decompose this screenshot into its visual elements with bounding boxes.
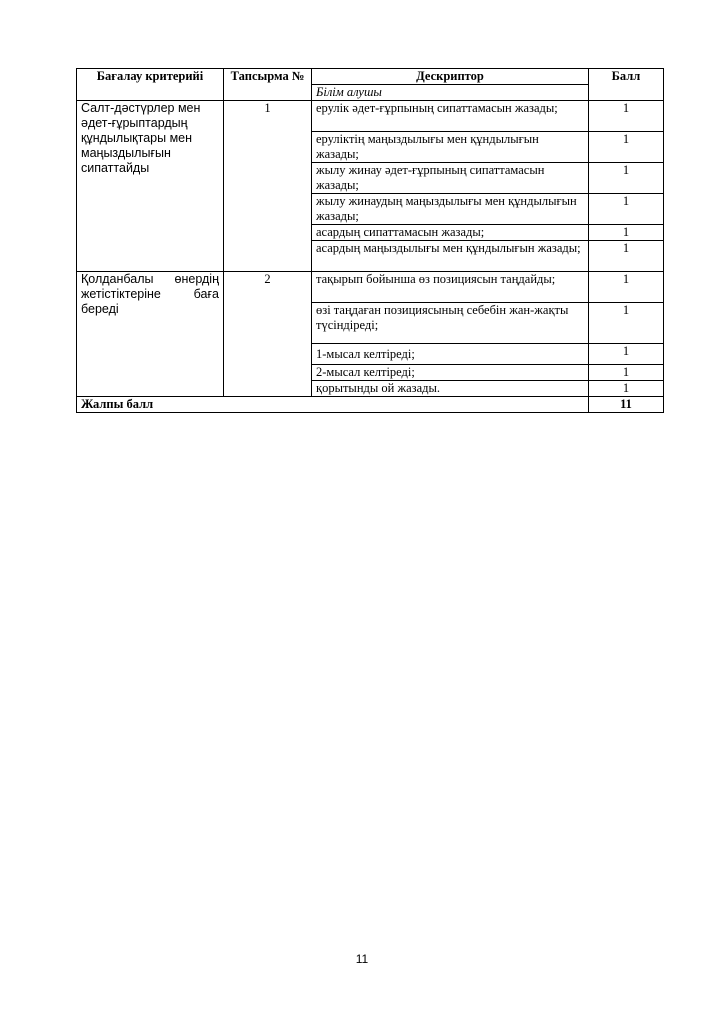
score-cell: 1 [589,381,664,397]
criterion-cell: Салт-дәстүрлер мен әдет-ғұрыптардың құндылықтары мен маңыздылығын сипаттайды [77,101,224,272]
descriptor-cell: 2-мысал келтіреді; [312,365,589,381]
total-label: Жалпы балл [77,397,589,413]
descriptor-cell: еруліктің маңыздылығы мен құндылығын жазады; [312,132,589,163]
descriptor-cell: жылу жинаудың маңыздылығы мен құндылығын жазады; [312,194,589,225]
descriptor-cell: жылу жинау әдет-ғұрпының сипаттамасын жазады; [312,163,589,194]
score-cell: 1 [589,101,664,132]
score-cell: 1 [589,344,664,365]
descriptor-cell: асардың маңыздылығы мен құндылығын жазады; [312,241,589,272]
task-number-cell: 2 [224,272,312,397]
descriptor-cell: қорытынды ой жазады. [312,381,589,397]
header-task: Тапсырма № [224,69,312,101]
header-score: Балл [589,69,664,101]
header-descriptor-sub: Білім алушы [312,85,589,101]
descriptor-cell: өзі таңдаған позициясының себебін жан-жақты түсіндіреді; [312,303,589,344]
score-cell: 1 [589,194,664,225]
score-cell: 1 [589,132,664,163]
criterion-cell: Қолданбалы өнердің жетістіктеріне баға береді [77,272,224,397]
table-row [77,101,664,132]
task-number-cell: 1 [224,101,312,272]
table-row [77,272,664,303]
header-criterion: Бағалау критерийі [77,69,224,101]
page-number: 11 [355,952,369,966]
descriptor-cell: ерулік әдет-ғұрпының сипаттамасын жазады; [312,101,589,132]
header-descriptor: Дескриптор [312,69,589,85]
score-cell: 1 [589,303,664,344]
assessment-rubric-table [76,68,664,413]
descriptor-cell: 1-мысал келтіреді; [312,344,589,365]
score-cell: 1 [589,365,664,381]
descriptor-cell: асардың сипаттамасын жазады; [312,225,589,241]
header-row [77,69,664,85]
score-cell: 1 [589,272,664,303]
score-cell: 1 [589,163,664,194]
total-row [77,397,664,413]
score-cell: 1 [589,241,664,272]
total-value: 11 [589,397,664,413]
descriptor-cell: тақырып бойынша өз позициясын таңдайды; [312,272,589,303]
score-cell: 1 [589,225,664,241]
